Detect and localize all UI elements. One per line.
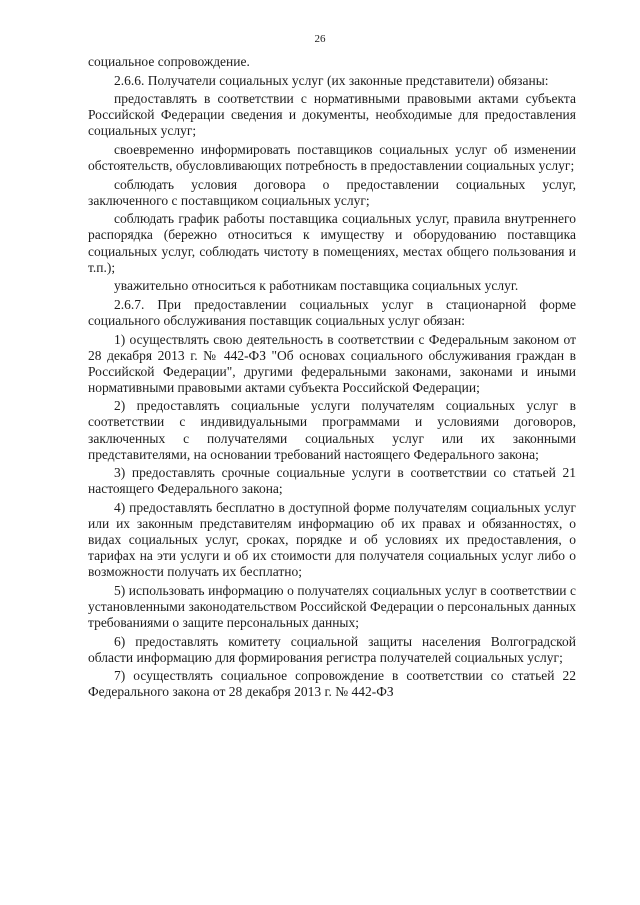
paragraph: 5) использовать информацию о получателях социальных услуг в соответствии с установленными законодательством Российской Федерации о персональных данных требованиями о защите персональных данных; [88, 582, 576, 631]
paragraph: соблюдать условия договора о предоставлении социальных услуг, заключенного с поставщиком социальных услуг; [88, 176, 576, 208]
paragraph: 3) предоставлять срочные социальные услуги в соответствии со статьей 21 настоящего Федерального закона; [88, 465, 576, 497]
paragraph: 6) предоставлять комитету социальной защиты населения Волгоградской области информацию для формирования регистра получателей социальных услуг; [88, 633, 576, 665]
paragraph: 1) осуществлять свою деятельность в соответствии с Федеральным законом от 28 декабря 2013 г. № 442-ФЗ "Об основах социального обслуживания граждан в Российской Федерации", другими федеральными законами, законами и иными нормативными правовыми актами субъекта Российской Федерации; [88, 331, 576, 395]
document-body [88, 54, 576, 703]
paragraph: уважительно относиться к работникам поставщика социальных услуг. [114, 278, 519, 294]
paragraph: 7) осуществлять социальное сопровождение в соответствии со статьей 22 Федерального закона от 28 декабря 2013 г. № 442-ФЗ [88, 668, 576, 700]
paragraph: предоставлять в соответствии с нормативными правовыми актами субъекта Российской Федерации сведения и документы, необходимые для предоставления социальных услуг; [88, 91, 576, 139]
paragraph: социальное сопровождение. [88, 54, 250, 69]
paragraph: 2) предоставлять социальные услуги получателям социальных услуг в соответствии с индивидуальными программами и условиями договоров, заключенных с получателями социальных услуг или их законными представителями, на основании требований настоящего Федерального закона; [88, 398, 576, 462]
paragraph: своевременно информировать поставщиков социальных услуг об изменении обстоятельств, обусловливающих потребность в предоставлении социальных услуг; [88, 141, 576, 174]
page-number: 26 [314, 33, 326, 45]
paragraph: соблюдать график работы поставщика социальных услуг, правила внутреннего распорядка (бережно относиться к имуществу и оборудованию поставщика социальных услуг, соблюдать чистоту в помещениях, местах общего пользования и т.п.); [88, 211, 576, 275]
paragraph: 2.6.7. При предоставлении социальных услуг в стационарной форме социального обслуживания поставщик социальных услуг обязан: [88, 296, 576, 328]
paragraph: 4) предоставлять бесплатно в доступной форме получателям социальных услуг или их законным представителям информацию об их правах и обязанностях, о видах социальных услуг, сроках, порядке и об условиях их предоставления, о тарифах на эти услуги и об их стоимости для получателя социальных услуг либо о возможности получать их бесплатно; [88, 499, 576, 580]
paragraph: 2.6.6. Получатели социальных услуг (их законные представители) обязаны: [114, 72, 549, 88]
